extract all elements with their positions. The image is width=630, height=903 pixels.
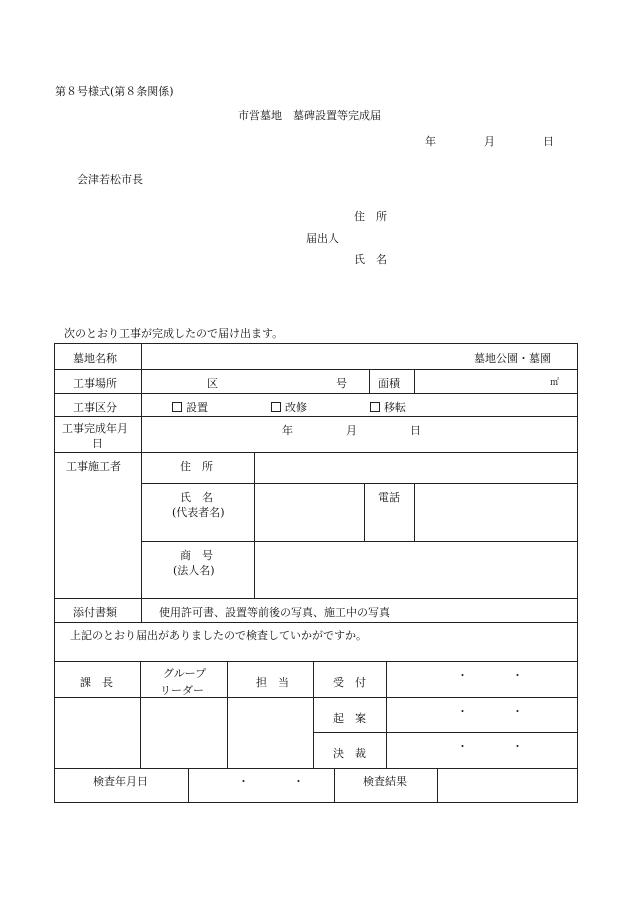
work-type-renovate-option[interactable]: 改修 [271,399,307,415]
completion-year-label: 年 [282,424,293,437]
trade-name-label: 商 号 [180,549,213,562]
intro-text: 次のとおり工事が完成したので届け出ます。 [64,327,284,340]
applicant-name-label: 氏 名 [354,253,387,266]
attachments-label: 添付書類 [73,606,117,619]
contractor-address-field[interactable] [260,455,572,479]
drafted-date-dots: ・ ・ [457,705,523,718]
staff-label: 担 当 [256,676,289,689]
cemetery-name-field[interactable] [150,345,460,365]
contractor-label: 工事施工者 [66,460,121,473]
chief-label: 課 長 [80,676,113,689]
contractor-name-field[interactable] [260,486,360,538]
date-year-label: 年 [425,135,436,148]
lot-number-label: 号 [336,377,347,390]
contractor-address-label: 住 所 [180,460,213,473]
completion-day-label: 日 [410,424,421,437]
received-date-dots: ・ ・ [457,669,523,682]
work-type-label: 工事区分 [73,401,117,414]
drafted-label: 起 案 [333,712,366,725]
work-type-install-option[interactable]: 設置 [172,399,208,415]
attachments-value: 使用許可書、設置等前後の写真、施工中の写真 [159,606,390,619]
phone-field[interactable] [420,486,572,538]
date-month-label: 月 [484,135,495,148]
group-leader-label-1: グループ [163,667,207,680]
cemetery-name-suffix: 墓地公園・墓園 [474,352,551,365]
office-note: 上記のとおり届出がありましたので検査していかがですか。 [70,629,367,642]
area-unit: ㎡ [550,378,560,388]
trade-name-field[interactable] [260,544,572,594]
decided-date-dots: ・ ・ [457,740,523,753]
addressee: 会津若松市長 [77,173,143,186]
applicant-label: 届出人 [306,232,339,245]
site-label: 工事場所 [73,377,117,390]
date-day-label: 日 [543,135,554,148]
contractor-name-label: 氏 名 [180,491,213,504]
work-type-relocate-option[interactable]: 移転 [370,399,406,415]
form-title: 市営墓地 墓碑設置等完成届 [238,109,381,122]
group-leader-label-2: リーダー [160,684,204,697]
completion-date-label-2: 日 [92,437,103,450]
phone-label: 電話 [378,491,400,504]
checkbox-icon[interactable] [271,402,281,412]
checkbox-icon[interactable] [172,402,182,412]
ward-label: 区 [207,377,218,390]
inspection-date-dots: ・ ・ [238,775,304,788]
decided-label: 決 裁 [333,747,366,760]
completion-month-label: 月 [346,424,357,437]
inspection-date-label: 検査年月日 [93,775,148,788]
area-label: 面積 [378,377,400,390]
received-label: 受 付 [333,676,366,689]
form-number: 第８号様式(第８条関係) [55,85,174,98]
inspection-result-label: 検査結果 [363,775,407,788]
cemetery-name-label: 墓地名称 [73,352,117,365]
contractor-name-sublabel: (代表者名) [172,506,225,519]
trade-name-sublabel: (法人名) [173,564,215,577]
completion-date-label-1: 工事完成年月 [62,422,128,435]
applicant-address-label: 住 所 [354,210,387,223]
checkbox-icon[interactable] [370,402,380,412]
